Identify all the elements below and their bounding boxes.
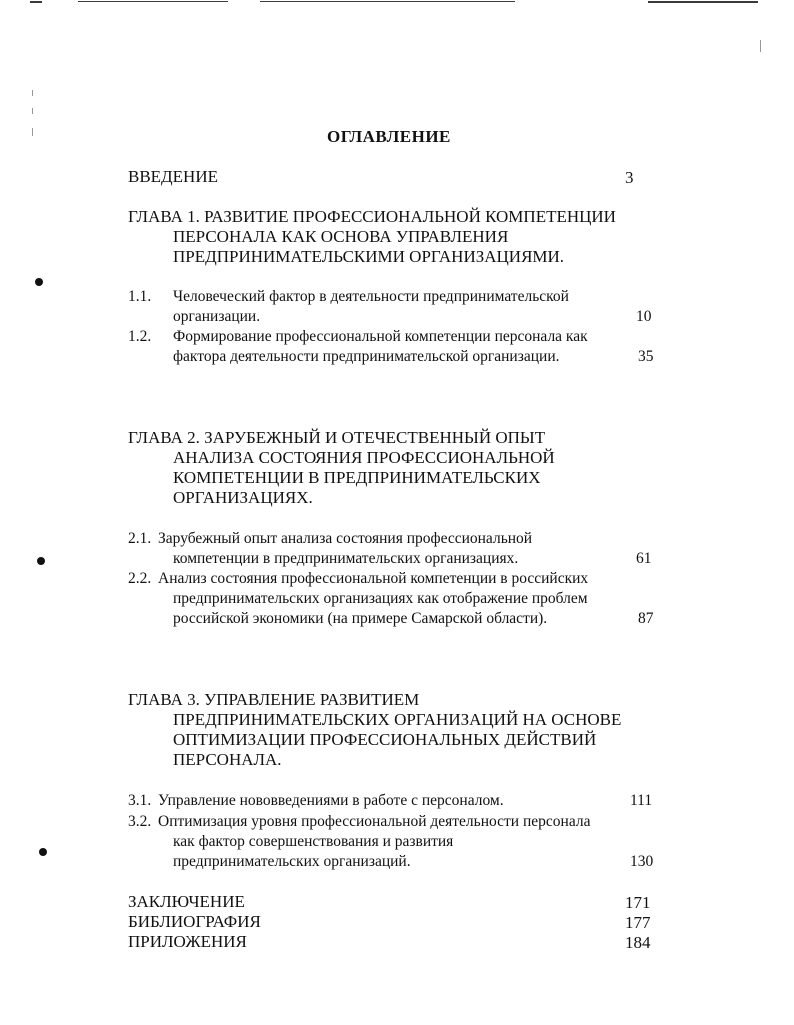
section-title: Человеческий фактор в деятельности предпринимательской [173,288,569,305]
section-title: организации. [173,308,261,325]
toc-page-number: 35 [638,348,654,365]
section-title: Зарубежный опыт анализа состояния профессиональной [158,530,533,547]
binding-hole [39,848,47,856]
section-number: 2.1. [128,530,152,547]
toc-page-number: 3 [625,168,634,187]
section-title: российской экономики (на примере Самарской области). [173,610,548,627]
toc-page-number: 87 [638,610,654,627]
section-title: предпринимательских организаций. [173,853,411,870]
chapter-heading: АНАЛИЗА СОСТОЯНИЯ ПРОФЕССИОНАЛЬНОЙ [173,448,555,467]
chapter-heading: ПЕРСОНАЛА. [173,750,282,769]
section-number: 1.1. [128,288,152,305]
chapter-heading: ГЛАВА 3. УПРАВЛЕНИЕ РАЗВИТИЕМ [128,690,420,709]
section-title: Анализ состояния профессиональной компетенции в российских [158,570,589,587]
chapter-heading: КОМПЕТЕНЦИИ В ПРЕДПРИНИМАТЕЛЬСКИХ [173,468,541,487]
toc-page-number: 171 [625,893,651,912]
scan-mark [760,40,761,52]
toc-page-number: 130 [630,853,654,870]
toc-page-number: 184 [625,933,651,952]
scan-mark [32,108,33,114]
toc-page-number: 111 [630,792,653,809]
section-title: Оптимизация уровня профессиональной деятельности персонала [158,813,591,830]
page-title: ОГЛАВЛЕНИЕ [327,127,451,146]
chapter-heading: ГЛАВА 2. ЗАРУБЕЖНЫЙ И ОТЕЧЕСТВЕННЫЙ ОПЫТ [128,428,546,447]
section-title: компетенции в предпринимательских организациях. [173,550,519,567]
toc-entry-bibliography: БИБЛИОГРАФИЯ [128,912,261,931]
section-number: 1.2. [128,328,152,345]
binding-hole [37,557,45,565]
toc-page-number: 10 [636,308,652,325]
section-title: Управление нововведениями в работе с персоналом. [158,792,504,809]
chapter-heading: ПРЕДПРИНИМАТЕЛЬСКИХ ОРГАНИЗАЦИЙ НА ОСНОВЕ [173,710,622,729]
toc-page-number: 61 [636,550,652,567]
section-title: Формирование профессиональной компетенции персонала как [173,328,588,345]
chapter-heading: ГЛАВА 1. РАЗВИТИЕ ПРОФЕССИОНАЛЬНОЙ КОМПЕТЕНЦИИ [128,207,616,226]
section-number: 3.1. [128,792,152,809]
scan-edge-artifact [0,0,794,6]
chapter-heading: ПРЕДПРИНИМАТЕЛЬСКИМИ ОРГАНИЗАЦИЯМИ. [173,247,565,266]
scan-mark [32,90,33,96]
scan-mark [32,128,33,136]
toc-page-number: 177 [625,913,651,932]
section-number: 2.2. [128,570,152,587]
binding-hole [35,278,43,286]
toc-entry-appendices: ПРИЛОЖЕНИЯ [128,932,247,951]
chapter-heading: ПЕРСОНАЛА КАК ОСНОВА УПРАВЛЕНИЯ [173,227,509,246]
section-number: 3.2. [128,813,152,830]
chapter-heading: ОПТИМИЗАЦИИ ПРОФЕССИОНАЛЬНЫХ ДЕЙСТВИЙ [173,730,597,749]
toc-entry-intro: ВВЕДЕНИЕ [128,167,218,186]
chapter-heading: ОРГАНИЗАЦИЯХ. [173,488,313,507]
section-title: как фактор совершенствования и развития [173,833,454,850]
toc-entry-conclusion: ЗАКЛЮЧЕНИЕ [128,892,245,911]
section-title: предпринимательских организациях как отображение проблем [173,590,588,607]
section-title: фактора деятельности предпринимательской организации. [173,348,560,365]
